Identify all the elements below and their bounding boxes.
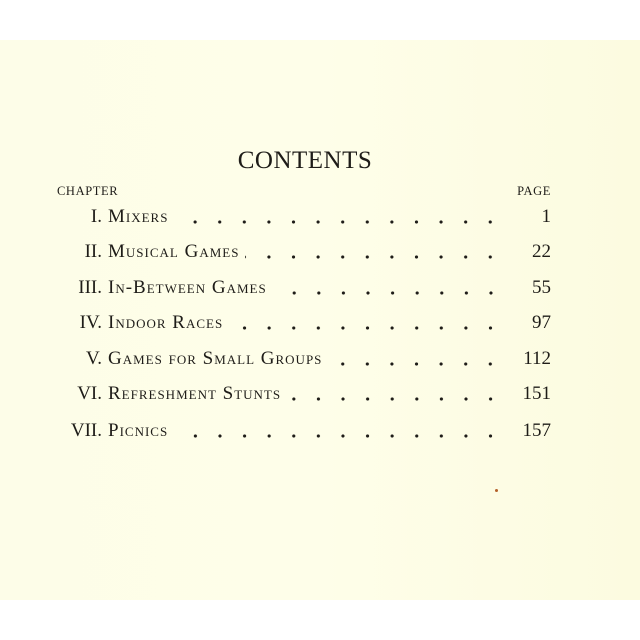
dot-leader: [328, 361, 503, 367]
dot-leader: [273, 290, 503, 296]
toc-entry: [40, 312, 551, 336]
toc-entry: [40, 420, 551, 444]
chapter-numeral: VI.: [77, 383, 102, 404]
chapter-numeral: III.: [78, 277, 102, 298]
page-number: 151: [522, 383, 551, 404]
dot-leader: [245, 254, 503, 260]
chapter-title: Musical Games: [108, 241, 240, 262]
chapter-column-header: CHAPTER: [57, 184, 119, 198]
page-number: 157: [522, 420, 551, 441]
dot-leader: [174, 219, 503, 225]
toc-entry: [40, 241, 551, 265]
dot-leader: [174, 433, 503, 439]
dot-leader: [287, 396, 503, 402]
dot-leader: [229, 325, 503, 331]
page-number: 22: [532, 241, 551, 262]
page-column-header: PAGE: [517, 184, 551, 198]
chapter-numeral: VII.: [70, 420, 102, 441]
chapter-title: In-Between Games: [108, 277, 267, 298]
contents-heading: CONTENTS: [237, 147, 373, 174]
chapter-title: Refreshment Stunts: [108, 383, 282, 404]
toc-entry: [40, 348, 551, 372]
toc-entry: [40, 383, 551, 407]
book-page: [0, 40, 640, 600]
chapter-numeral: II.: [84, 241, 102, 262]
chapter-title: Indoor Races: [108, 312, 224, 333]
toc-entry: [40, 206, 551, 230]
page-number: 55: [532, 277, 551, 298]
paper-speck: [495, 489, 498, 492]
chapter-numeral: I.: [90, 206, 102, 227]
chapter-numeral: V.: [85, 348, 102, 369]
page-number: 1: [541, 206, 551, 227]
toc-entry: [40, 277, 551, 301]
chapter-numeral: IV.: [79, 312, 102, 333]
chapter-title: Mixers: [108, 206, 169, 227]
page-number: 112: [523, 348, 551, 369]
chapter-title: Games for Small Groups: [108, 348, 323, 369]
chapter-title: Picnics: [108, 420, 169, 441]
page-number: 97: [532, 312, 551, 333]
